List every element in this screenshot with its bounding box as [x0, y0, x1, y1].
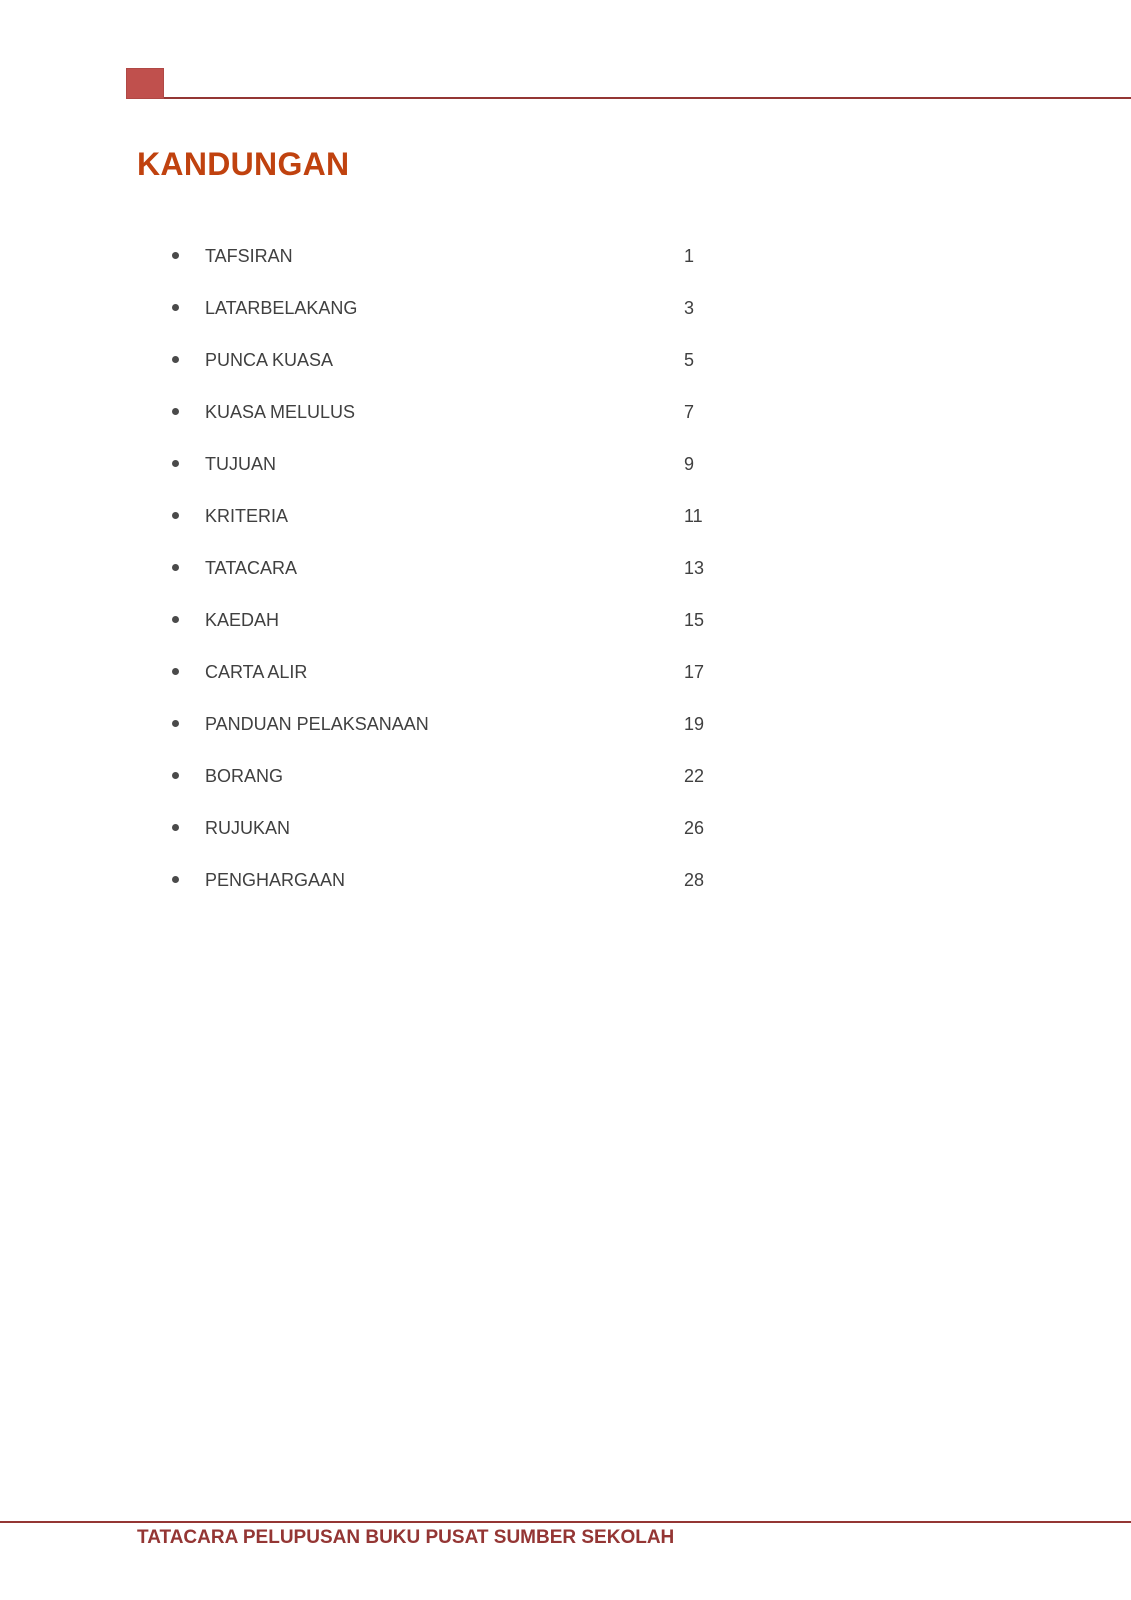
toc-item-label: TATACARA — [205, 558, 298, 578]
toc-item — [0, 241, 760, 271]
toc-item-page: 28 — [684, 870, 705, 890]
footer-rule — [0, 1521, 1131, 1523]
bullet-icon — [172, 304, 179, 311]
toc-item-label: KUASA MELULUS — [205, 402, 356, 422]
toc-item-label: CARTA ALIR — [205, 662, 308, 682]
toc-item-page: 1 — [684, 246, 695, 266]
bullet-icon — [172, 564, 179, 571]
toc-item-label: TAFSIRAN — [205, 246, 293, 266]
bullet-icon — [172, 668, 179, 675]
toc-item — [0, 605, 760, 635]
toc-item — [0, 397, 760, 427]
toc-item — [0, 761, 760, 791]
bullet-icon — [172, 512, 179, 519]
page-title: KANDUNGAN — [137, 146, 350, 182]
bullet-icon — [172, 772, 179, 779]
toc-item-page: 3 — [684, 298, 695, 318]
toc-item-label: KAEDAH — [205, 610, 280, 630]
toc-item-label: RUJUKAN — [205, 818, 291, 838]
toc-item — [0, 657, 760, 687]
toc-item-page: 17 — [684, 662, 705, 682]
bullet-icon — [172, 460, 179, 467]
toc-item — [0, 293, 760, 323]
toc-item-page: 22 — [684, 766, 705, 786]
bullet-icon — [172, 616, 179, 623]
header-rule — [164, 97, 1131, 99]
toc-item — [0, 709, 760, 739]
toc-item — [0, 449, 760, 479]
toc-item-page: 15 — [684, 610, 705, 630]
toc-item-page: 9 — [684, 454, 695, 474]
footer-title: TATACARA PELUPUSAN BUKU PUSAT SUMBER SEKOLAH — [137, 1527, 675, 1548]
bullet-icon — [172, 876, 179, 883]
toc-item — [0, 553, 760, 583]
bullet-icon — [172, 252, 179, 259]
toc-item-label: TUJUAN — [205, 454, 276, 474]
toc-item — [0, 813, 760, 843]
toc-item-page: 5 — [684, 350, 695, 370]
toc-item-page: 11 — [684, 506, 703, 526]
toc-item-page: 26 — [684, 818, 705, 838]
toc-item-label: PUNCA KUASA — [205, 350, 334, 370]
toc-item-page: 7 — [684, 402, 695, 422]
toc-item-label: KRITERIA — [205, 506, 289, 526]
toc-item — [0, 345, 760, 375]
toc-item-page: 13 — [684, 558, 705, 578]
toc-item-label: PENGHARGAAN — [205, 870, 346, 890]
bullet-icon — [172, 408, 179, 415]
bullet-icon — [172, 720, 179, 727]
toc-item-label: PANDUAN PELAKSANAAN — [205, 714, 429, 734]
header-accent-block — [126, 68, 164, 99]
bullet-icon — [172, 356, 179, 363]
toc-item-label: LATARBELAKANG — [205, 298, 358, 318]
toc-item-label: BORANG — [205, 766, 284, 786]
toc-item-page: 19 — [684, 714, 705, 734]
toc-item — [0, 865, 760, 895]
bullet-icon — [172, 824, 179, 831]
toc-item — [0, 501, 760, 531]
